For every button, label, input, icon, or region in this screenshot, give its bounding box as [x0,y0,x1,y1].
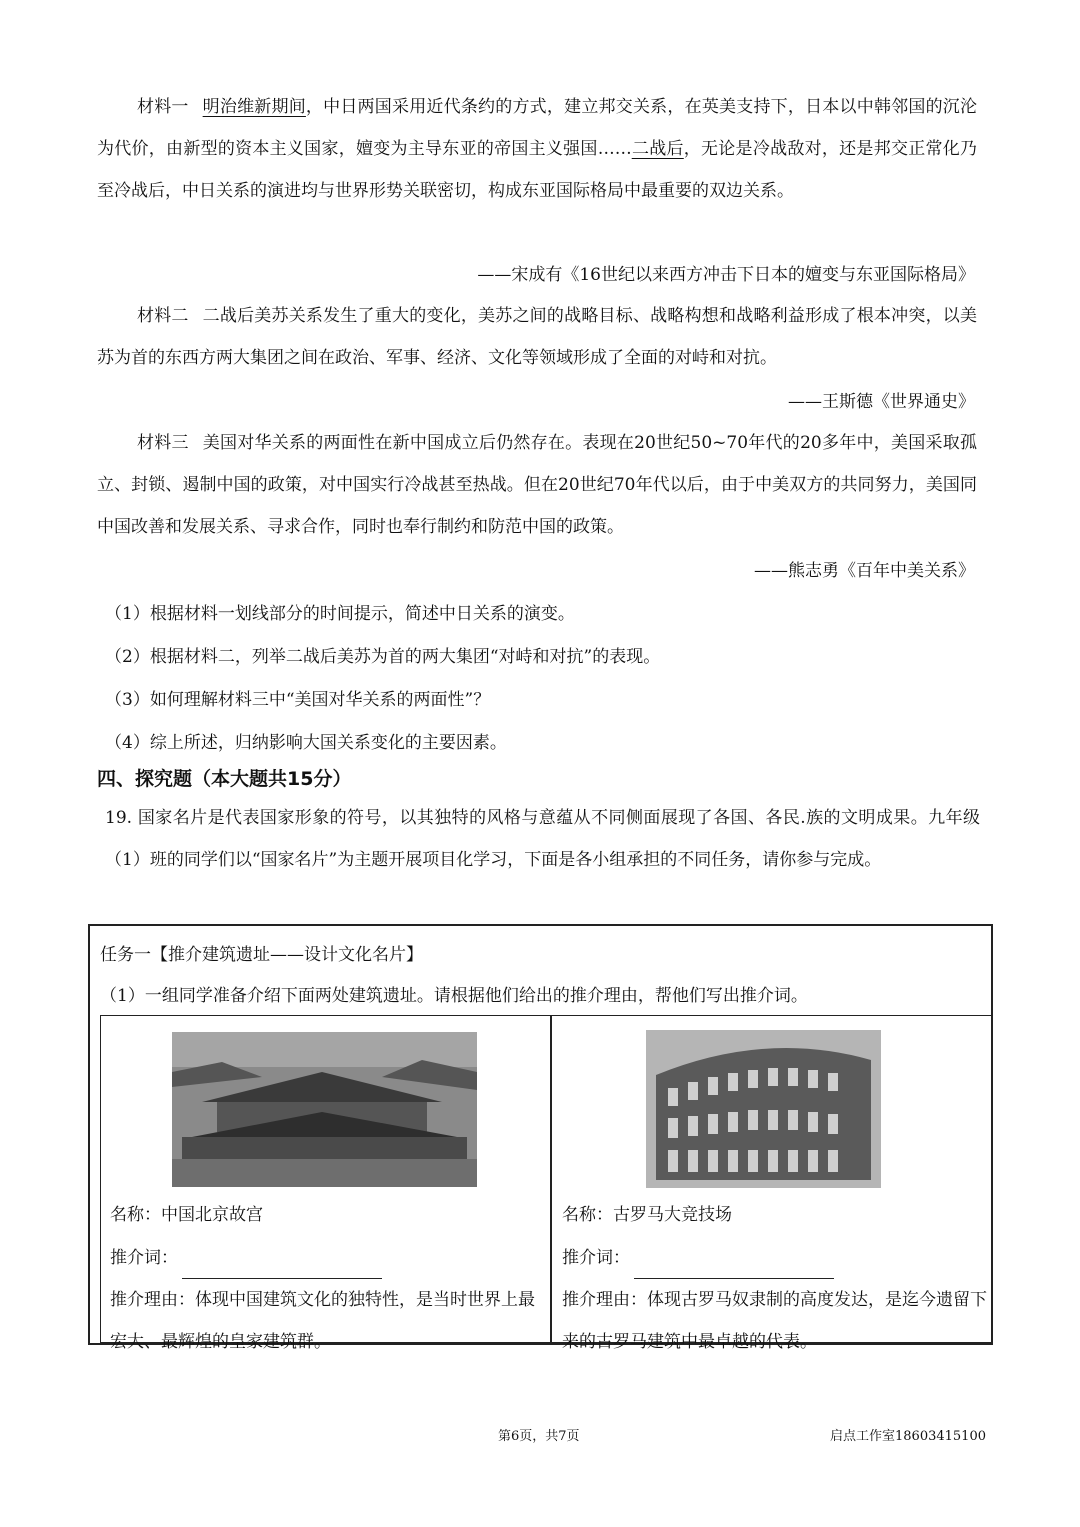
material-1-underline-2: 二战后 [631,139,684,159]
material-1-underline-1: 明治维新期间 [202,97,306,117]
colosseum-photo [646,1030,881,1188]
site2-name: 名称：古罗马大竞技场 [562,1205,732,1225]
material-2-source: ——王斯德《世界通史》 [788,392,975,412]
question-4: （4）综上所述，归纳影响大国关系变化的主要因素。 [105,733,507,753]
site2-recommendation: 推介词： [562,1237,834,1279]
site1-recommendation: 推介词： [110,1237,382,1279]
site2-reason: 推介理由：体现古罗马奴隶制的高度发达，是迄今遗留下来的古罗马建筑中最卓越的代表。 [562,1290,987,1352]
material-1-label: 材料一 [137,97,189,117]
site1-name: 名称：中国北京故宫 [110,1205,263,1225]
material-2-label: 材料二 [137,306,189,326]
task-instruction: （1）一组同学准备介绍下面两处建筑遗址。请根据他们给出的推介理由，帮他们写出推介词。 [100,986,808,1006]
material-2: 材料二 二战后美苏关系发生了重大的变化，美苏之间的战略目标、战略构想和战略利益形成了根本冲突，以美苏为首的东西方两大集团之间在政治、军事、经济、文化等领域形成了全面的对峙和对抗。 [97,306,978,368]
question-3: （3）如何理解材料三中“美国对华关系的两面性”？ [105,690,491,710]
task-title: 任务一【推介建筑遗址——设计文化名片】 [100,945,423,965]
section-title: 四、探究题（本大题共15分） [97,768,352,790]
material-1: 材料一 明治维新期间，中日两国采用近代条约的方式，建立邦交关系，在英美支持下，日本以中韩邻国的沉沦为代价，由新型的资本主义国家，嬗变为主导东亚的帝国主义强国……二战后，无论是冷战敌对，还是邦交正常化乃至冷战后，中日关系的演进均与世界形势关联密切，构成东亚国际格局中最重要的双边关系。 [97,97,978,201]
question-1: （1）根据材料一划线部分的时间提示，简述中日关系的演变。 [105,604,575,624]
site1-blank[interactable] [182,1256,382,1279]
site1-reason: 推介理由：体现中国建筑文化的独特性，是当时世界上最宏大、最辉煌的皇家建筑群。 [110,1290,535,1352]
question-2: （2）根据材料二，列举二战后美苏为首的两大集团“对峙和对抗”的表现。 [105,647,661,667]
material-3-source: ——熊志勇《百年中美关系》 [754,561,975,581]
forbidden-city-photo [172,1032,477,1187]
material-1-source: ——宋成有《16世纪以来西方冲击下日本的嬗变与东亚国际格局》 [477,265,975,285]
material-3-label: 材料三 [137,433,189,453]
studio-credit: 启点工作室18603415100 [830,1429,986,1444]
material-3: 材料三 美国对华关系的两面性在新中国成立后仍然存在。表现在20世纪50~70年代的20多年中，美国采取孤立、封锁、遏制中国的政策，对中国实行冷战甚至热战。但在20世纪70年代以后，由于中美双方的共同努力，美国同中国改善和发展关系、寻求合作，同时也奉行制约和防范中国的政策。 [97,433,977,537]
page-number: 第6页，共7页 [498,1429,580,1444]
site2-blank[interactable] [634,1256,834,1279]
q19-intro: 19. 国家名片是代表国家形象的符号，以其独特的风格与意蕴从不同侧面展现了各国、各民.族的文明成果。九年级（1）班的同学们以“国家名片”为主题开展项目化学习，下面是各小组承担的不同任务，请你参与完成。 [105,808,980,870]
